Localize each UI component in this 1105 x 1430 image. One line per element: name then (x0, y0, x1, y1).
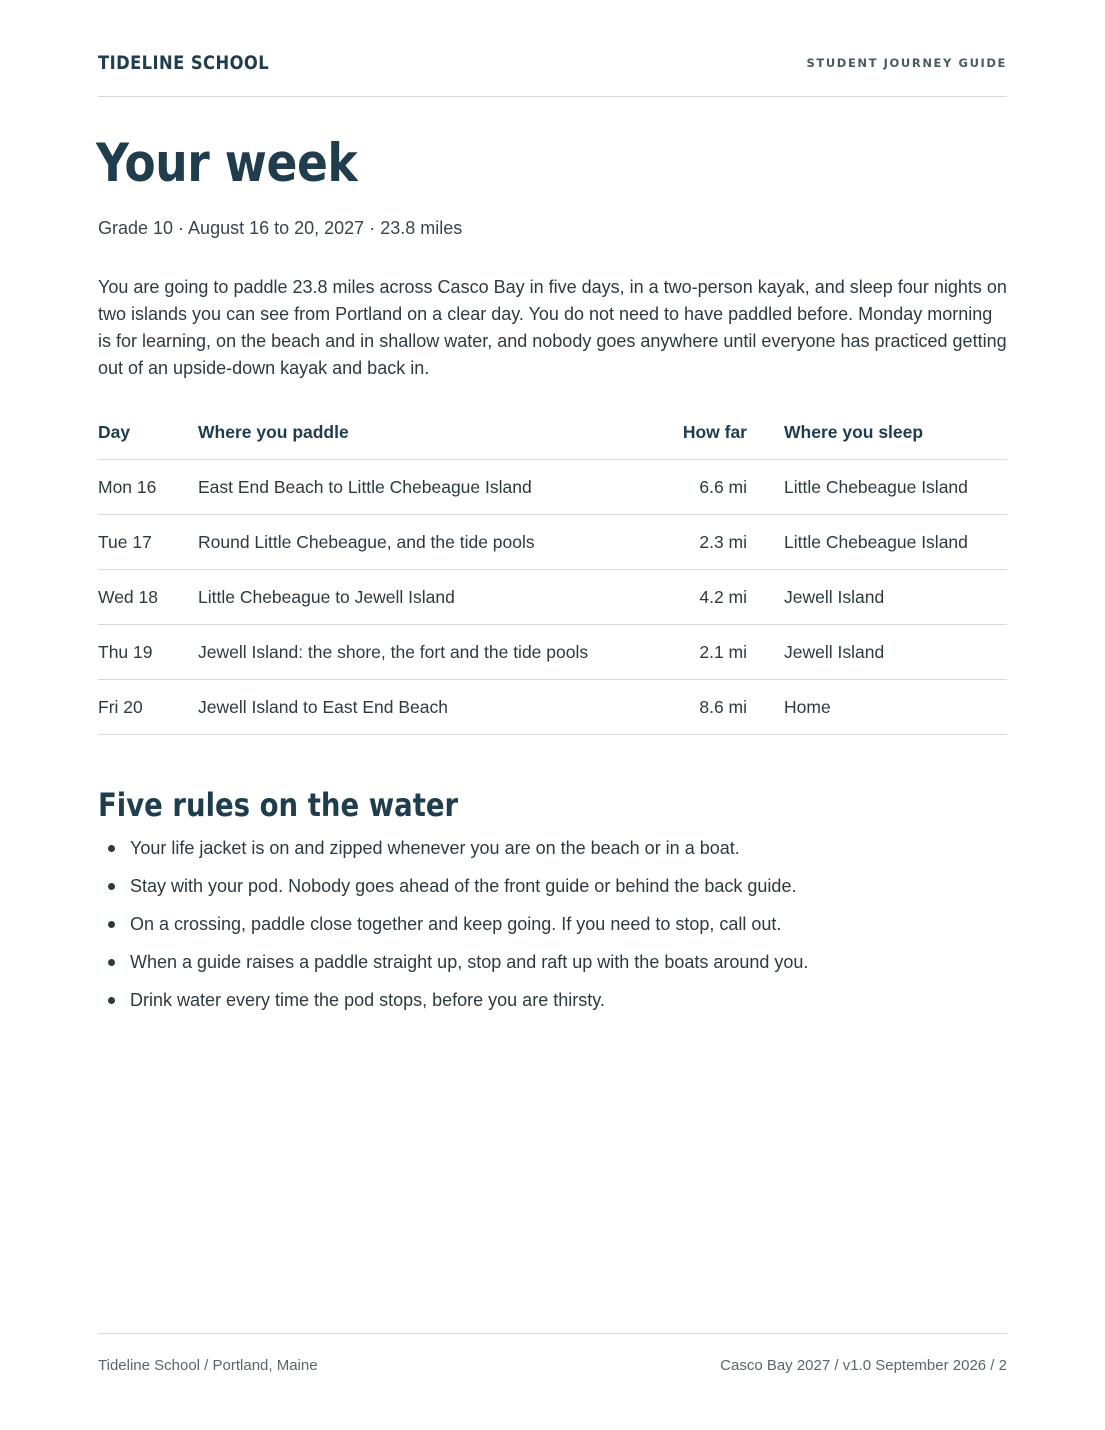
cell-route: Jewell Island to East End Beach (198, 680, 648, 735)
rule-text: On a crossing, paddle close together and keep going. If you need to stop, call out. (130, 914, 782, 934)
cell-distance: 2.3 mi (648, 515, 747, 570)
rule-text: Your life jacket is on and zipped whenever you are on the beach or in a boat. (130, 838, 740, 858)
cell-sleep: Little Chebeague Island (747, 460, 1007, 515)
cell-route: Jewell Island: the shore, the fort and the tide pools (198, 625, 648, 680)
guide-label: STUDENT JOURNEY GUIDE (806, 56, 1007, 70)
page-footer (98, 1333, 1007, 1394)
cell-day: Wed 18 (98, 570, 198, 625)
cell-sleep: Home (747, 680, 1007, 735)
list-item (98, 981, 1007, 1019)
page (98, 0, 1007, 1430)
cell-day: Tue 17 (98, 515, 198, 570)
school-brand: TIDELINE SCHOOL (98, 52, 270, 74)
cell-distance: 4.2 mi (648, 570, 747, 625)
cell-route: Round Little Chebeague, and the tide pools (198, 515, 648, 570)
cell-sleep: Jewell Island (747, 570, 1007, 625)
column-header-day: Day (98, 405, 198, 460)
cell-day: Fri 20 (98, 680, 198, 735)
cell-distance: 6.6 mi (648, 460, 747, 515)
rule-text: When a guide raises a paddle straight up, stop and raft up with the boats around you. (130, 952, 809, 972)
cell-distance: 2.1 mi (648, 625, 747, 680)
bullet-icon (108, 921, 115, 928)
list-item (98, 829, 1007, 867)
intro-paragraph: You are going to paddle 23.8 miles across Casco Bay in five days, in a two-person kayak, and sleep four nights on two islands you can see from Portland on a clear day. You do not need to have paddled before. Monday morning is for learning, on the beach and in shallow water, and nobody goes anywhere until everyone has practiced getting out of an upside-down kayak and back in. (98, 277, 1007, 378)
table-row (98, 570, 1007, 625)
cell-day: Thu 19 (98, 625, 198, 680)
bullet-icon (108, 845, 115, 852)
page-title: Your week (96, 133, 358, 194)
table-row (98, 460, 1007, 515)
table-row (98, 625, 1007, 680)
cell-day: Mon 16 (98, 460, 198, 515)
cell-distance: 8.6 mi (648, 680, 747, 735)
table-row (98, 515, 1007, 570)
column-header-route: Where you paddle (198, 405, 648, 460)
rule-text: Drink water every time the pod stops, before you are thirsty. (130, 990, 605, 1010)
page-header (98, 48, 1007, 97)
cell-sleep: Little Chebeague Island (747, 515, 1007, 570)
bullet-icon (108, 883, 115, 890)
list-item (98, 905, 1007, 943)
table-header-row (98, 405, 1007, 460)
cell-route: Little Chebeague to Jewell Island (198, 570, 648, 625)
table-row (98, 680, 1007, 735)
column-header-sleep: Where you sleep (747, 405, 1007, 460)
list-item (98, 867, 1007, 905)
schedule-table (98, 405, 1007, 735)
bullet-icon (108, 997, 115, 1004)
bullet-icon (108, 959, 115, 966)
footer-location: Tideline School / Portland, Maine (98, 1357, 318, 1374)
column-header-distance: How far (648, 405, 747, 460)
footer-version: Casco Bay 2027 / v1.0 September 2026 / 2 (720, 1357, 1007, 1374)
rules-heading: Five rules on the water (98, 786, 459, 824)
page-subtitle: Grade 10 · August 16 to 20, 2027 · 23.8 miles (98, 218, 463, 238)
rules-list (98, 829, 1007, 1019)
rule-text: Stay with your pod. Nobody goes ahead of the front guide or behind the back guide. (130, 876, 797, 896)
cell-sleep: Jewell Island (747, 625, 1007, 680)
list-item (98, 943, 1007, 981)
cell-route: East End Beach to Little Chebeague Island (198, 460, 648, 515)
